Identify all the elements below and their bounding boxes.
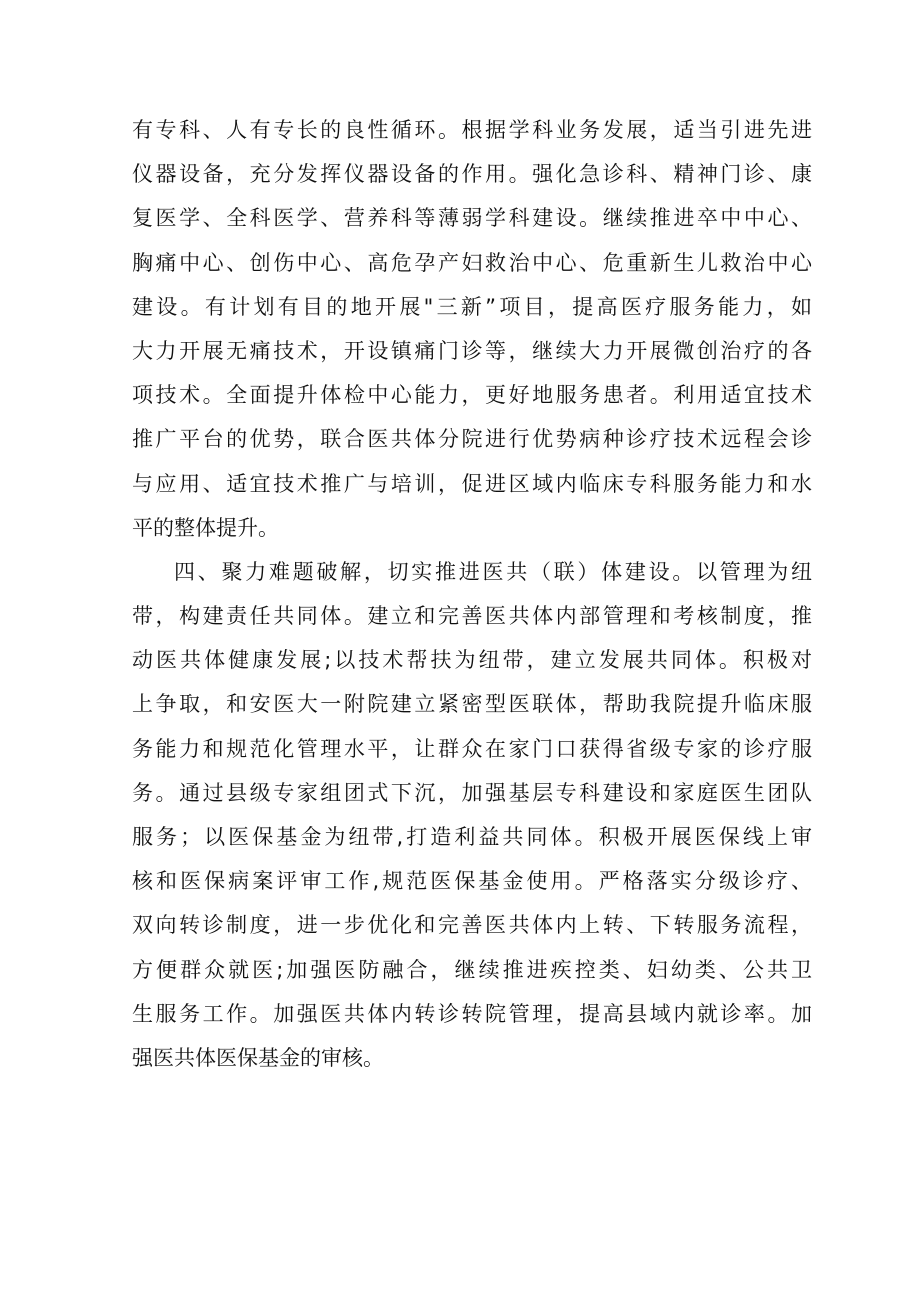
- text-line: 胸痛中心、创伤中心、高危孕产妇救治中心、危重新生儿救治中心: [132, 250, 812, 275]
- text-line: 四、聚力难题破解，切实推进医共（联）体建设。以管理为纽: [174, 559, 812, 584]
- text-line: 平的整体提升。: [132, 515, 279, 540]
- text-line: 双向转诊制度，进一步优化和完善医共体内上转、下转服务流程，: [132, 913, 812, 938]
- text-line: 带，构建责任共同体。建立和完善医共体内部管理和考核制度，推: [132, 604, 812, 629]
- text-line: 上争取，和安医大一附院建立紧密型医联体，帮助我院提升临床服: [132, 692, 812, 717]
- text-line: 生服务工作。加强医共体内转诊转院管理，提高县域内就诊率。加: [132, 1001, 812, 1026]
- text-line: 有专科、人有专长的良性循环。根据学科业务发展，适当引进先进: [132, 118, 812, 142]
- text-line: 复医学、全科医学、营养科等薄弱学科建设。继续推进卒中中心、: [132, 206, 812, 231]
- text-line: 方便群众就医;加强医防融合，继续推进疾控类、妇幼类、公共卫: [132, 957, 812, 982]
- text-line: 务能力和规范化管理水平，让群众在家门口获得省级专家的诊疗服: [132, 736, 812, 761]
- text-line: 核和医保病案评审工作,规范医保基金使用。严格落实分级诊疗、: [132, 869, 812, 894]
- text-line: 建设。有计划有目的地开展"三新”项目，提高医疗服务能力，如: [132, 294, 812, 319]
- text-line: 务。通过县级专家组团式下沉，加强基层专科建设和家庭医生团队: [132, 780, 812, 805]
- document-body: [132, 108, 812, 1080]
- paragraph-continuation: [132, 108, 812, 550]
- text-line: 仪器设备，充分发挥仪器设备的作用。强化急诊科、精神门诊、康: [132, 162, 812, 187]
- paragraph-four: [132, 550, 812, 1080]
- text-line: 大力开展无痛技术，开设镇痛门诊等，继续大力开展微创治疗的各: [132, 338, 812, 363]
- text-line: 项技术。全面提升体检中心能力，更好地服务患者。利用适宜技术: [132, 383, 812, 408]
- text-line: 推广平台的优势，联合医共体分院进行优势病种诊疗技术远程会诊: [132, 427, 812, 452]
- text-line: 服务；以医保基金为纽带,打造利益共同体。积极开展医保线上审: [132, 825, 812, 849]
- text-line: 动医共体健康发展;以技术帮扶为纽带，建立发展共同体。积极对: [132, 648, 812, 673]
- text-line: 与应用、适宜技术推广与培训，促进区域内临床专科服务能力和水: [132, 471, 812, 496]
- text-line: 强医共体医保基金的审核。: [132, 1045, 384, 1070]
